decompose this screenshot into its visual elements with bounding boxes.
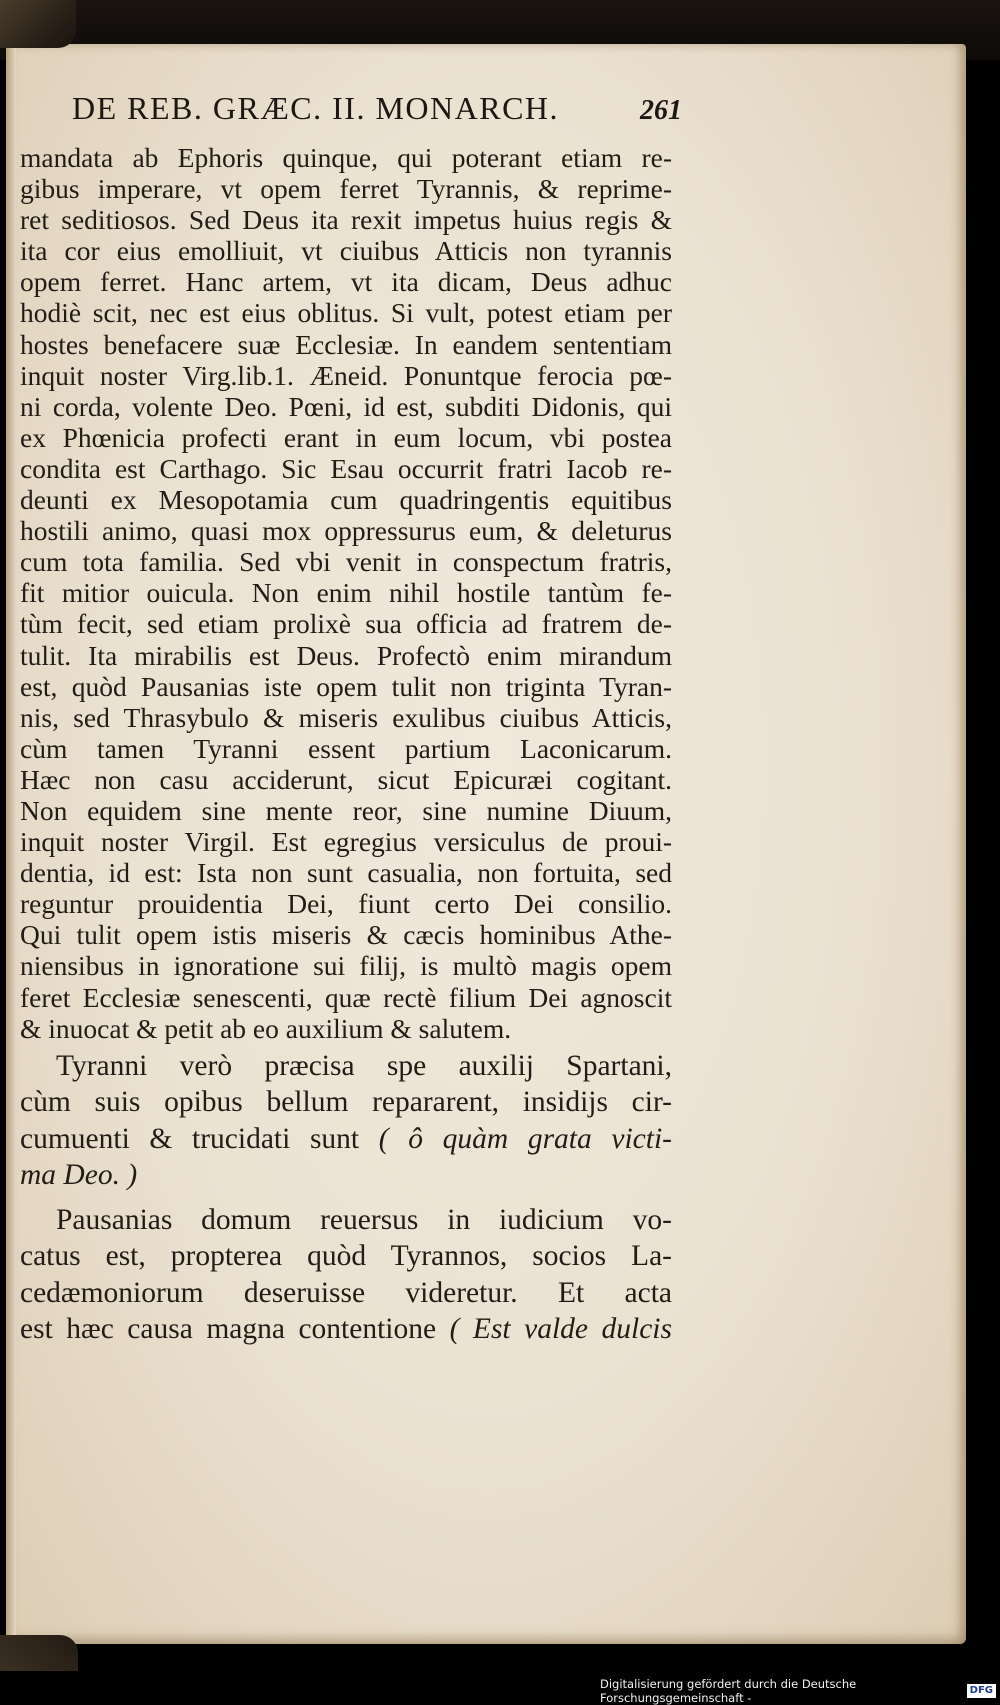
- text-line: fit mitior ouicula. Non enim nihil hostile tantùm fe-: [20, 577, 672, 609]
- text-line: Pausanias domum reuersus in iudicium vo-: [56, 1203, 672, 1236]
- digitization-credit: [600, 1677, 996, 1705]
- text-line: hodiè scit, nec est eius oblitus. Si vult, potest etiam per: [20, 297, 672, 329]
- text-line: catus est, propterea quòd Tyrannos, socios La-: [20, 1240, 672, 1273]
- book-clamp-bottom: [0, 1635, 78, 1671]
- text-line: feret Ecclesiæ senescenti, quæ rectè filium Dei agnoscit: [20, 981, 672, 1013]
- text-line: [20, 1311, 672, 1348]
- text-segment: est hæc causa magna contentione: [20, 1313, 450, 1346]
- running-head: DE REB. GRÆC. II. MONARCH.: [72, 90, 560, 126]
- text-segment: cumuenti & trucidati sunt: [20, 1122, 379, 1155]
- text-line: hostes benefacere suæ Ecclesiæ. In eandem sententiam: [20, 328, 672, 360]
- text-line: niensibus in ignoratione sui filij, is multò magis opem: [20, 950, 672, 982]
- text-line: [20, 1121, 672, 1158]
- text-line: inquit noster Virgil. Est egregius versiculus de proui-: [20, 826, 672, 858]
- text-line: cùm suis opibus bellum repararent, insidijs cir-: [20, 1086, 672, 1119]
- text-line: gibus imperare, vt opem ferret Tyrannis, & reprime-: [20, 173, 672, 205]
- text-line: tulit. Ita mirabilis est Deus. Profectò enim mirandum: [20, 639, 672, 671]
- text-line: mandata ab Ephoris quinque, qui poterant etiam re-: [20, 142, 672, 173]
- text-line: condita est Carthago. Sic Esau occurrit fratri Iacob re-: [20, 452, 672, 484]
- paragraph-1: [20, 142, 672, 1044]
- text-line: ex Phœnicia profecti erant in eum locum, vbi postea: [20, 421, 672, 453]
- text-line: nis, sed Thrasybulo & miseris exulibus ciuibus Atticis,: [20, 701, 672, 733]
- paragraph-3: [20, 1202, 672, 1348]
- credit-text: Digitalisierung gefördert durch die Deutsche Forschungsgemeinschaft -: [600, 1677, 857, 1705]
- text-line: est, quòd Pausanias iste opem tulit non triginta Tyran-: [20, 670, 672, 702]
- dfg-logo: DFG: [967, 1684, 996, 1698]
- text-line: hostili animo, quasi mox oppressurus eum, & deleturus: [20, 515, 672, 547]
- text-line: deunti ex Mesopotamia cum quadringentis equitibus: [20, 484, 672, 516]
- book-clamp-top: [0, 0, 76, 48]
- text-line: cedæmoniorum deseruisse videretur. Et acta: [20, 1276, 672, 1309]
- page-header: [72, 90, 682, 134]
- text-line: tùm fecit, sed etiam prolixè sua officia ad fratrem de-: [20, 608, 672, 640]
- text-line: ret seditiosos. Sed Deus ita rexit impetus huius regis &: [20, 204, 672, 236]
- italic-aside: ( Est valde dulcis: [449, 1313, 672, 1346]
- page-text: [20, 142, 672, 1348]
- text-line: cum tota familia. Sed vbi venit in conspectum fratris,: [20, 546, 672, 578]
- page-number: 261: [640, 95, 682, 126]
- text-line: Non equidem sine mente reor, sine numine Diuum,: [20, 794, 672, 826]
- italic-aside: ( ô quàm grata victi-: [378, 1122, 672, 1155]
- text-line: dentia, id est: Ista non sunt casualia, non fortuita, sed: [20, 857, 672, 889]
- text-line: ita cor eius emolliuit, vt ciuibus Atticis non tyrannis: [20, 235, 672, 267]
- text-line: opem ferret. Hanc artem, vt ita dicam, Deus adhuc: [20, 266, 672, 298]
- text-line: ni corda, volente Deo. Pœni, id est, subditi Didonis, qui: [20, 390, 672, 422]
- text-line: reguntur prouidentia Dei, fiunt certo Dei consilio.: [20, 888, 672, 920]
- text-line: Qui tulit opem istis miseris & cæcis hominibus Athe-: [20, 919, 672, 951]
- text-line: Tyranni verò præcisa spe auxilij Spartani,: [56, 1049, 672, 1082]
- text-line: & inuocat & petit ab eo auxilium & salutem.: [20, 1012, 512, 1044]
- text-line: Hæc non casu acciderunt, sicut Epicuræi cogitant.: [20, 763, 672, 795]
- italic-aside: ma Deo. ): [20, 1159, 138, 1192]
- text-line: inquit noster Virg.lib.1. Æneid. Ponuntque ferocia pœ-: [20, 359, 672, 391]
- text-line: cùm tamen Tyranni essent partium Laconicarum.: [20, 732, 672, 764]
- paragraph-2: [20, 1048, 672, 1194]
- page-gutter: [6, 44, 16, 1644]
